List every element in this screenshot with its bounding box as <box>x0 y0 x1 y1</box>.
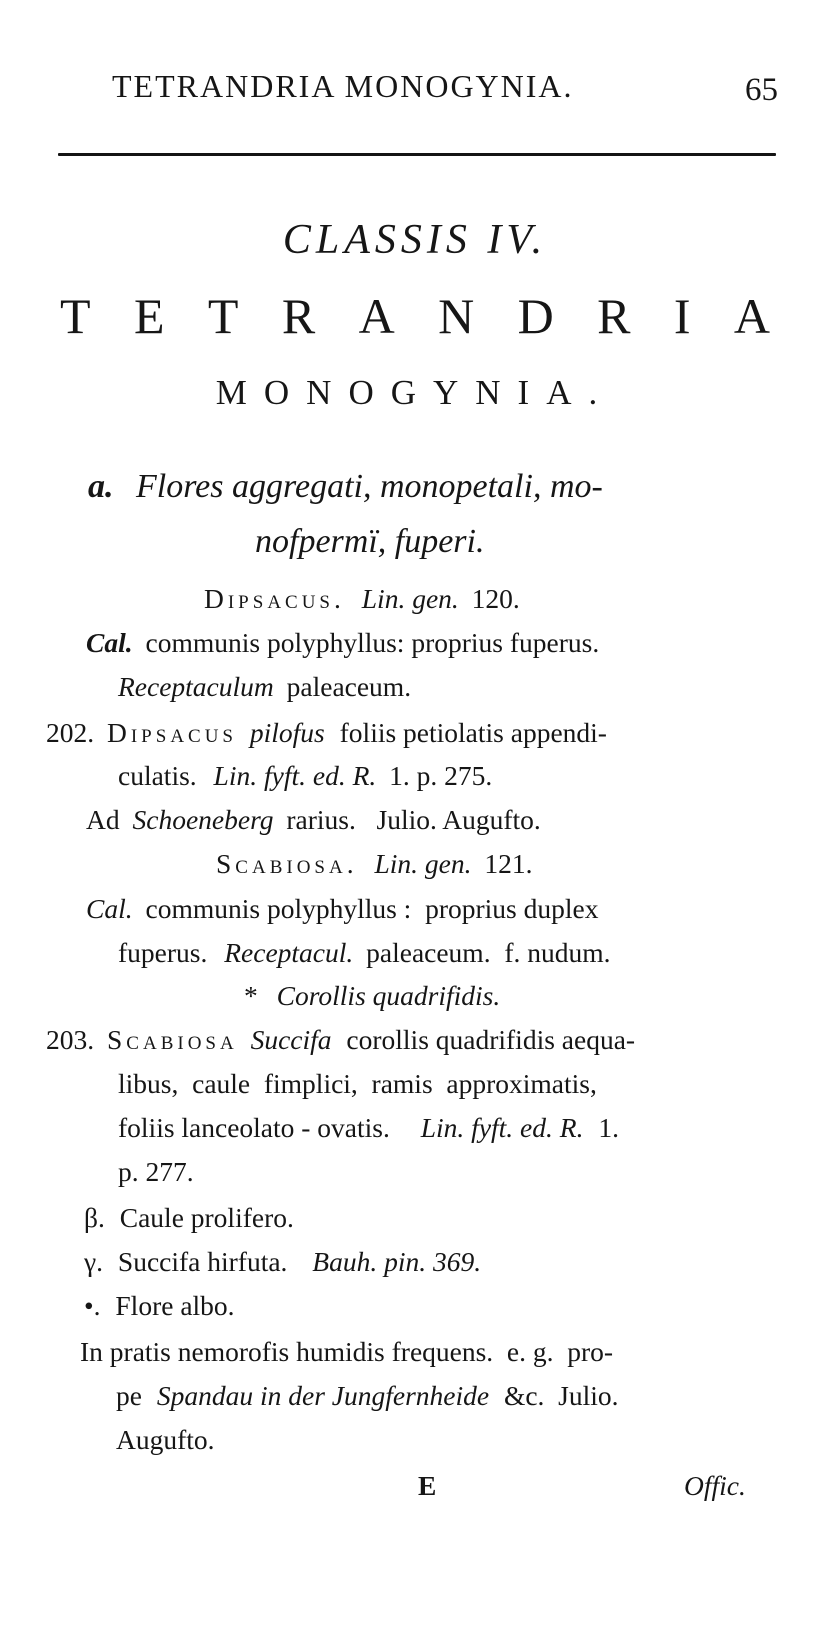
variety-gamma <box>84 1246 481 1278</box>
class-letter: R <box>281 288 316 344</box>
variety-beta <box>84 1202 294 1234</box>
species-number: 202. <box>46 717 95 748</box>
genus-number: 121. <box>484 848 533 879</box>
variety-text: Succifa hirfuta. <box>117 1246 288 1277</box>
species-203-line-4: p. 277. <box>118 1156 194 1187</box>
habitat-text: Ad <box>86 804 120 835</box>
species-diagnosis: foliis lanceolato - ovatis. <box>118 1112 390 1143</box>
genus-char-line-2 <box>118 671 411 703</box>
section-intro-line-1 <box>88 468 603 506</box>
class-letter: T <box>60 288 91 344</box>
signature-mark: E <box>418 1470 437 1501</box>
variety-mark: β. <box>84 1202 105 1233</box>
habitat-line-3: Augufto. <box>116 1424 215 1455</box>
variety-delta <box>84 1290 235 1322</box>
char-text: paleaceum. <box>286 671 412 702</box>
char-text: communis polyphyllus : proprius duplex <box>145 893 599 924</box>
section-intro-line-2: nofpermï, fuperi. <box>255 523 485 560</box>
habitat-text: pe <box>116 1380 142 1411</box>
species-ref: Lin. fyft. ed. R. <box>213 760 377 791</box>
species-epithet: Succifa <box>250 1024 332 1055</box>
species-diagnosis: foliis petiolatis appendi- <box>339 717 607 748</box>
variety-ref: Bauh. pin. 369. <box>312 1246 482 1277</box>
genus-ref: Lin. gen. <box>361 583 459 614</box>
class-letter: R <box>597 288 631 344</box>
genus-char-line-1 <box>86 893 598 925</box>
habitat-place: Schoeneberg <box>132 804 274 835</box>
genus-name: Dipsacus. <box>204 583 345 614</box>
species-ref-page: 1. <box>598 1112 619 1143</box>
variety-mark: •. <box>84 1290 101 1321</box>
habitat-text: &c. Julio. <box>503 1380 619 1411</box>
char-lead: Cal. <box>86 627 133 658</box>
species-203-line-2: libus, caule fimplici, ramis approximatis, <box>118 1068 597 1099</box>
variety-text: Flore albo. <box>115 1290 235 1321</box>
species-202-line-2 <box>118 760 492 792</box>
classis-heading: CLASSIS IV. <box>282 217 548 263</box>
running-title: TETRANDRIA MONOGYNIA. <box>112 68 574 104</box>
class-letter: E <box>133 288 165 344</box>
order-heading: MONOGYNIA. <box>215 373 615 412</box>
species-diagnosis: corollis quadrifidis aequa- <box>346 1024 636 1055</box>
species-202-line-1 <box>46 717 607 749</box>
species-202-habitat <box>86 804 541 836</box>
class-letter: D <box>517 288 554 344</box>
subgroup-star: * <box>244 980 258 1011</box>
char-text: fuperus. <box>118 937 208 968</box>
section-text: Flores aggregati, monopetali, mo- <box>136 468 603 505</box>
char-text: communis polyphyllus: proprius fuperus. <box>145 627 600 658</box>
section-letter: a. <box>88 468 114 505</box>
genus-char-line-1 <box>86 627 599 659</box>
class-letter: A <box>733 288 770 344</box>
genus-number: 120. <box>471 583 520 614</box>
species-ref: Lin. fyft. ed. R. <box>420 1112 584 1143</box>
species-203-line-3 <box>118 1112 619 1144</box>
variety-text: Caule prolifero. <box>119 1202 294 1233</box>
char-lead: Cal. <box>86 893 133 924</box>
class-letter: A <box>358 288 395 344</box>
class-letter: T <box>207 288 239 344</box>
catchword: Offic. <box>684 1470 746 1501</box>
species-epithet: pilofus <box>249 717 325 748</box>
genus-name: Scabiosa. <box>216 848 358 879</box>
variety-mark: γ. <box>84 1246 104 1277</box>
species-203-line-1 <box>46 1024 635 1056</box>
species-genus: Dipsacus <box>107 717 238 748</box>
species-number: 203. <box>46 1024 95 1055</box>
page-number: 65 <box>745 72 778 108</box>
char-italic: Receptacul. <box>224 937 354 968</box>
header-rule <box>58 153 776 156</box>
char-text: paleaceum. f. nudum. <box>366 937 611 968</box>
species-diagnosis: culatis. <box>118 760 197 791</box>
class-name-heading <box>60 287 770 345</box>
habitat-text: rarius. Julio. Augufto. <box>286 804 541 835</box>
habitat-line-1: In pratis nemorofis humidis frequens. e. g. pro- <box>80 1336 614 1367</box>
species-genus: Scabiosa <box>107 1024 238 1055</box>
subgroup-heading <box>244 980 500 1012</box>
class-letter: N <box>438 288 475 344</box>
genus-dipsacus-heading <box>204 583 520 615</box>
habitat-place: Spandau in der Jungfernheide <box>156 1380 490 1411</box>
class-letter: I <box>673 288 691 344</box>
subgroup-text: Corollis quadrifidis. <box>276 980 501 1011</box>
species-ref-page: 1. p. 275. <box>389 760 493 791</box>
char-italic: Receptaculum <box>118 671 274 702</box>
habitat-line-2 <box>116 1380 619 1412</box>
genus-scabiosa-heading <box>216 848 532 880</box>
genus-ref: Lin. gen. <box>374 848 472 879</box>
genus-char-line-2 <box>118 937 611 969</box>
